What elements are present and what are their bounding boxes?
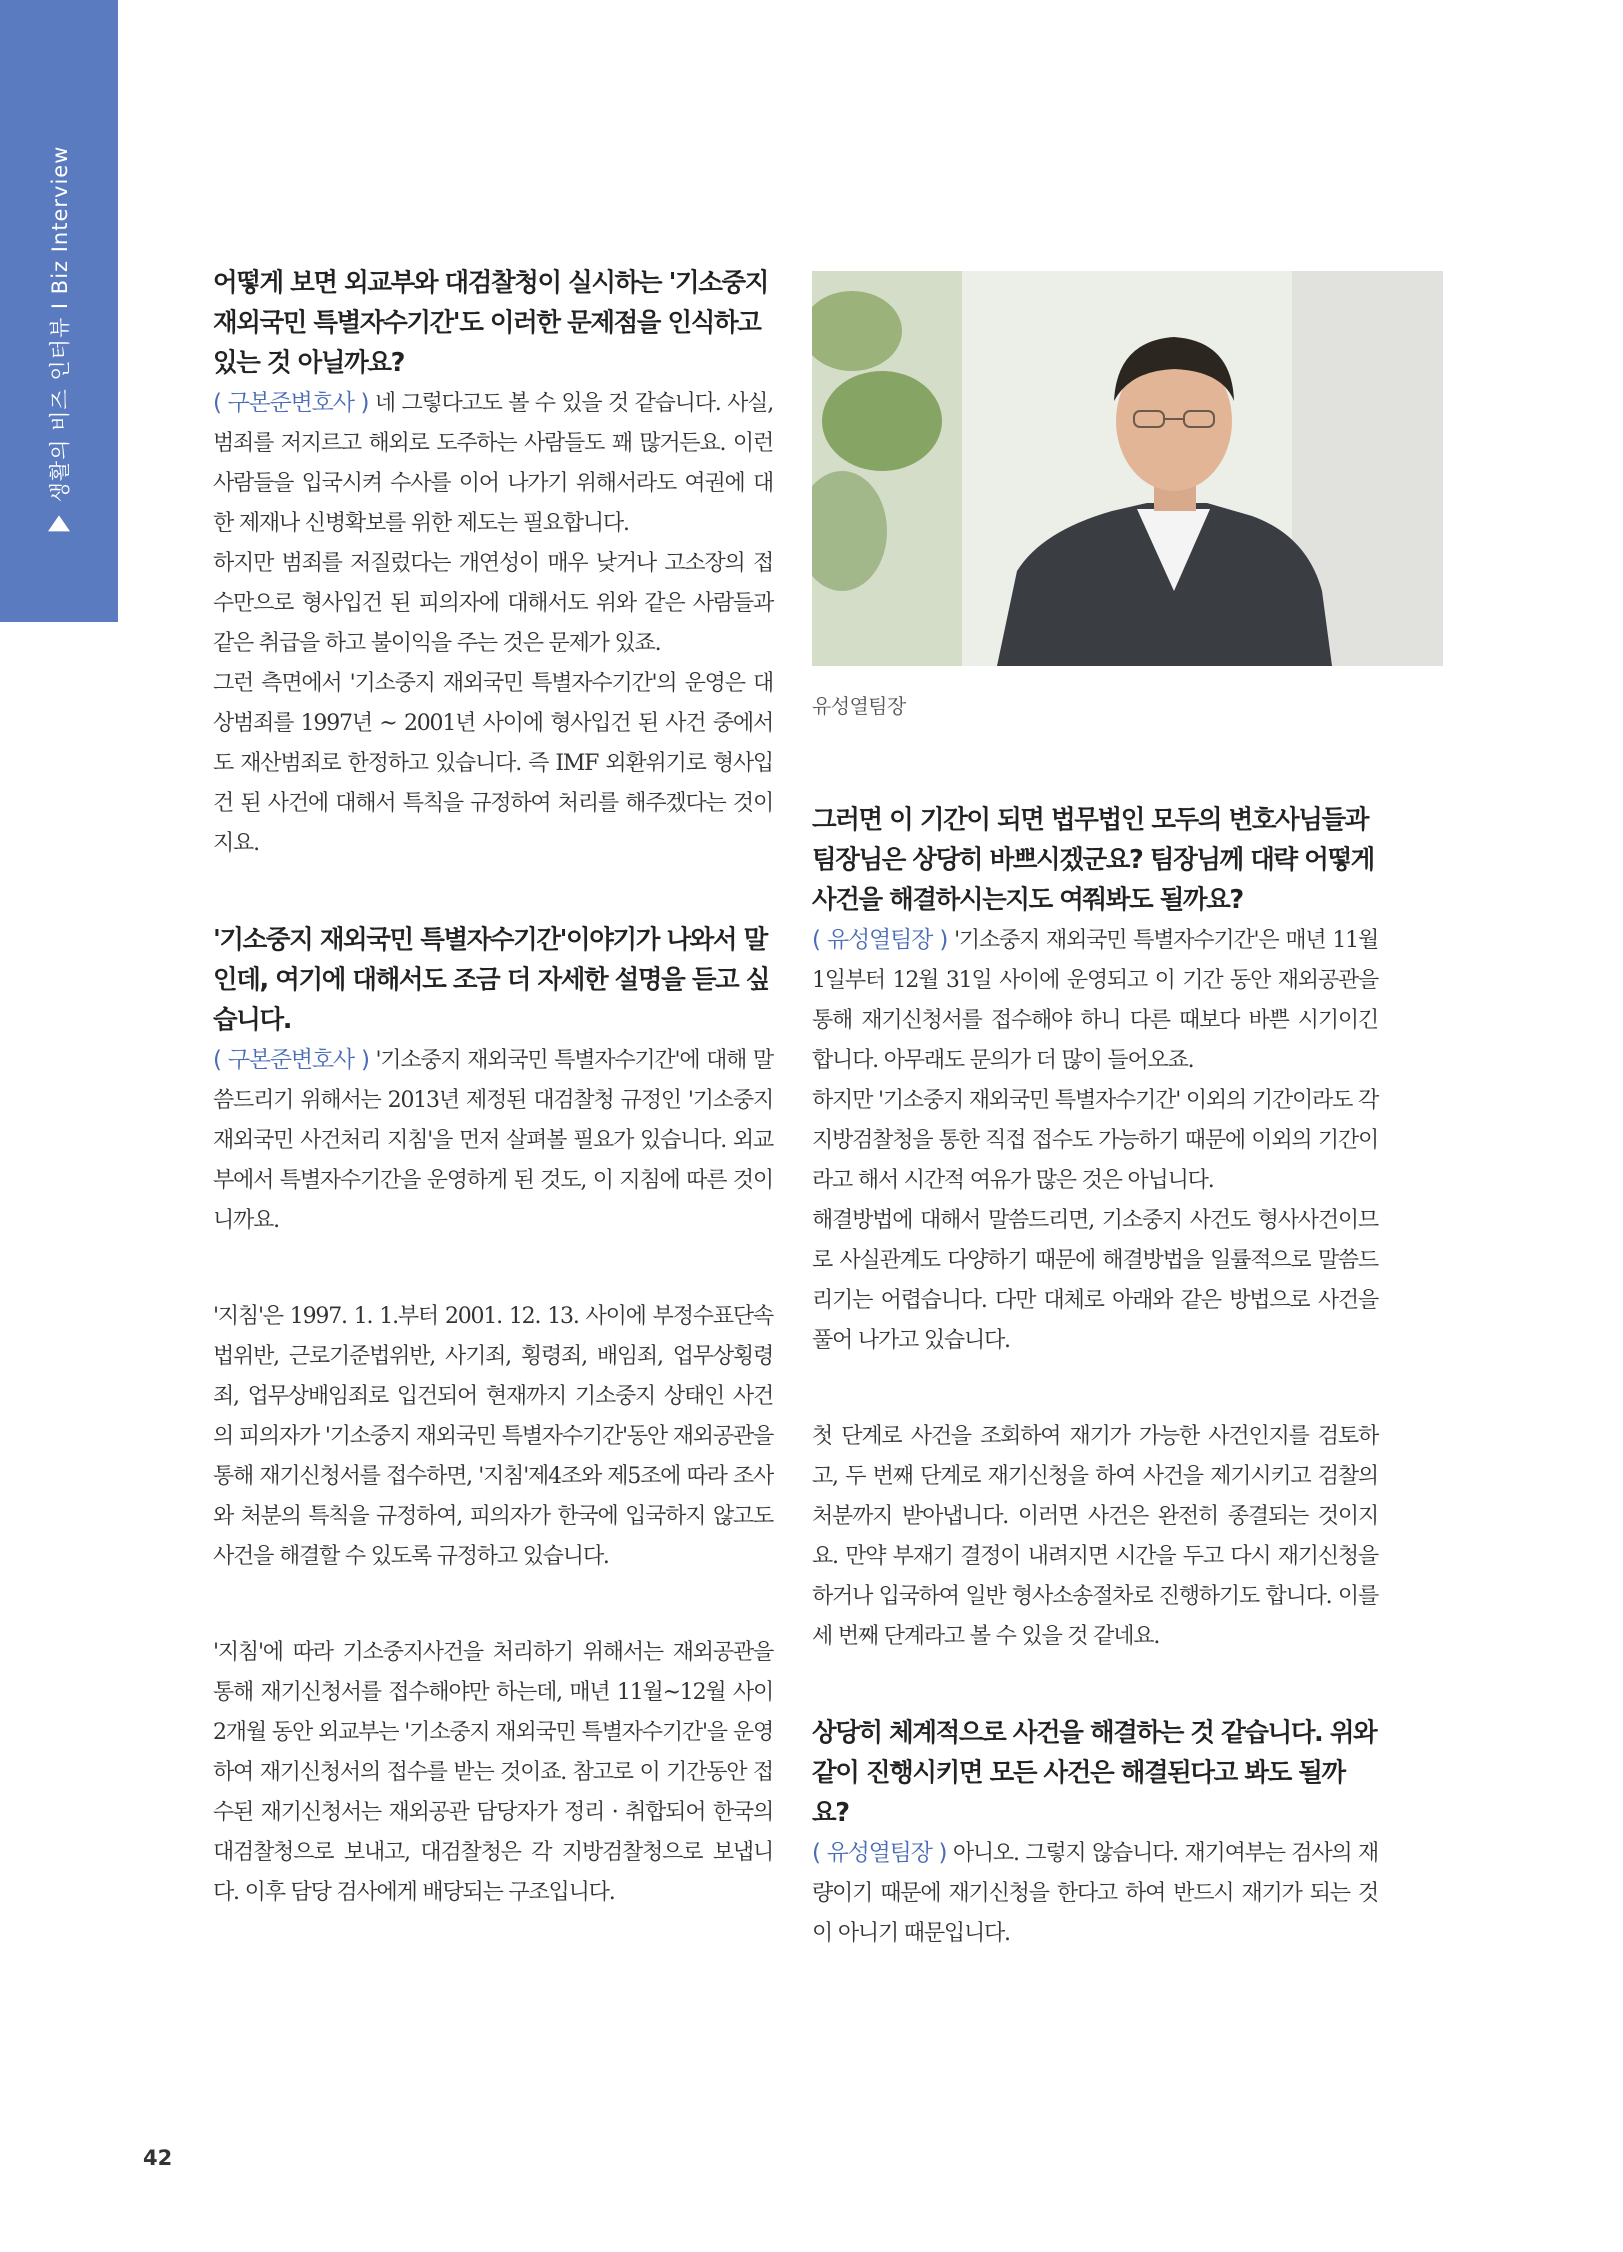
answer-3-paragraph-2: 하지만 '기소중지 재외국민 특별자수기간' 이외의 기간이라도 각 지방검찰청을 통한 직접 접수도 가능하기 때문에 이외의 기간이라고 해서 시간적 여유가 많은 것은 아닙니다.	[812, 1088, 1378, 1193]
answer-2-paragraph-2: '지침'은 1997. 1. 1.부터 2001. 12. 13. 사이에 부정수표단속법위반, 근로기준법위반, 사기죄, 횡령죄, 배임죄, 업무상횡령죄, 업무상배임죄로 입건되어 현재까지 기소중지 상태인 사건의 피의자가 '기소중지 재외국민 특별자수기간'동안 재외공관을 통해 재기신청서를 접수하면, '지침'제4조와 제5조에 따라 조사와 처분의 특칙을 규정하여, 피의자가 한국에 입국하지 않고도 사건을 해결할 수 있도록 규정하고 있습니다.	[213, 1304, 774, 1569]
question-1: 어떻게 보면 외교부와 대검찰청이 실시하는 '기소중지 재외국민 특별자수기간'도 이러한 문제점을 인식하고 있는 것 아닐까요?	[213, 268, 768, 378]
section-label-text: 생활의 비즈 인터뷰 I Biz Interview	[48, 145, 72, 503]
page-number: 42	[143, 2146, 173, 2170]
question-3: 그러면 이 기간이 되면 법무법인 모두의 변호사님들과 팀장님은 상당히 바쁘시겠군요? 팀장님께 대략 어떻게 사건을 해결하시는지도 여쭤봐도 될까요?	[812, 805, 1374, 915]
photo-illustration	[812, 271, 1443, 666]
right-column	[812, 800, 1378, 1954]
answer-4-paragraph-1	[812, 1833, 1378, 1954]
answer-2-paragraph-3: '지침'에 따라 기소중지사건을 처리하기 위해서는 재외공관을 통해 재기신청서를 접수해야만 하는데, 매년 11월~12월 사이 2개월 동안 외교부는 '기소중지 재외국민 특별자수기간'을 운영하여 재기신청서의 접수를 받는 것이죠. 참고로 이 기간동안 접수된 재기신청서는 재외공관 담당자가 정리 · 취합되어 한국의 대검찰청으로 보내고, 대검찰청은 각 지방검찰청으로 보냅니다. 이후 담당 검사에게 배당되는 구조입니다.	[213, 1640, 773, 1905]
speaker-label: ( 유성열팀장 )	[812, 927, 948, 953]
question-4: 상당히 체계적으로 사건을 해결하는 것 같습니다. 위와 같이 진행시키면 모든 사건은 해결된다고 봐도 될까요?	[812, 1718, 1377, 1828]
answer-3-text: '기소중지 재외국민 특별자수기간'은 매년 11월 1일부터 12월 31일 사이에 운영되고 이 기간 동안 재외공관을 통해 재기신청서를 접수해야 하니 다른 때보다 바쁜 시기이긴 합니다. 아무래도 문의가 더 많이 들어오죠.	[812, 928, 1379, 1073]
speaker-label: ( 구본준변호사 )	[213, 390, 369, 416]
speaker-label: ( 구본준변호사 )	[213, 1047, 369, 1073]
answer-1-paragraph-3: 그런 측면에서 '기소중지 재외국민 특별자수기간'의 운영은 대상범죄를 1997년 ~ 2001년 사이에 형사입건 된 사건 중에서도 재산범죄로 한정하고 있습니다. 즉 IMF 외환위기로 형사입건 된 사건에 대해서 특칙을 규정하여 처리를 해주겠다는 것이지요.	[213, 671, 773, 856]
answer-2-text: '기소중지 재외국민 특별자수기간'에 대해 말씀드리기 위해서는 2013년 제정된 대검찰청 규정인 '기소중지 재외국민 사건처리 지침'을 먼저 살펴볼 필요가 있습니다. 외교부에서 특별자수기간을 운영하게 된 것도, 이 지침에 따른 것이니까요.	[213, 1048, 773, 1233]
answer-4-text: 아니오. 그렇지 않습니다. 재기여부는 검사의 재량이기 때문에 재기신청을 한다고 하여 반드시 재기가 되는 것이 아니기 때문입니다.	[812, 1841, 1378, 1946]
answer-1-paragraph-2: 하지만 범죄를 저질렀다는 개연성이 매우 낮거나 고소장의 접수만으로 형사입건 된 피의자에 대해서도 위와 같은 사람들과 같은 취급을 하고 불이익을 주는 것은 문제가 있죠.	[213, 551, 773, 656]
interview-photo	[812, 271, 1443, 666]
left-column	[213, 263, 773, 1913]
answer-1-paragraph-1	[213, 383, 773, 544]
section-tab	[0, 0, 118, 622]
speaker-label: ( 유성열팀장 )	[812, 1840, 947, 1866]
triangle-icon	[48, 515, 70, 531]
answer-1-text: 네 그렇다고도 볼 수 있을 것 같습니다. 사실, 범죄를 저지르고 해외로 도주하는 사람들도 꽤 많거든요. 이런 사람들을 입국시켜 수사를 이어 나가기 위해서라도 여권에 대한 제재나 신병확보를 위한 제도는 필요합니다.	[213, 391, 773, 536]
answer-2-paragraph-1	[213, 1040, 773, 1241]
question-2: '기소중지 재외국민 특별자수기간'이야기가 나와서 말인데, 여기에 대해서도 조금 더 자세한 설명을 듣고 싶습니다.	[213, 925, 770, 1035]
answer-3-paragraph-4: 첫 단계로 사건을 조회하여 재기가 가능한 사건인지를 검토하고, 두 번째 단계로 재기신청을 하여 사건을 제기시키고 검찰의 처분까지 받아냅니다. 이러면 사건은 완전히 종결되는 것이지요. 만약 부재기 결정이 내려지면 시간을 두고 다시 재기신청을 하거나 입국하여 일반 형사소송절차로 진행하기도 합니다. 이를 세 번째 단계라고 볼 수 있을 것 같네요.	[812, 1424, 1378, 1649]
section-label	[44, 146, 74, 535]
answer-3-paragraph-3: 해결방법에 대해서 말씀드리면, 기소중지 사건도 형사사건이므로 사실관계도 다양하기 때문에 해결방법을 일률적으로 말씀드리기는 어렵습니다. 다만 대체로 아래와 같은 방법으로 사건을 풀어 나가고 있습니다.	[812, 1208, 1378, 1353]
answer-3-paragraph-1	[812, 920, 1378, 1081]
photo-caption: 유성열팀장	[812, 694, 906, 718]
